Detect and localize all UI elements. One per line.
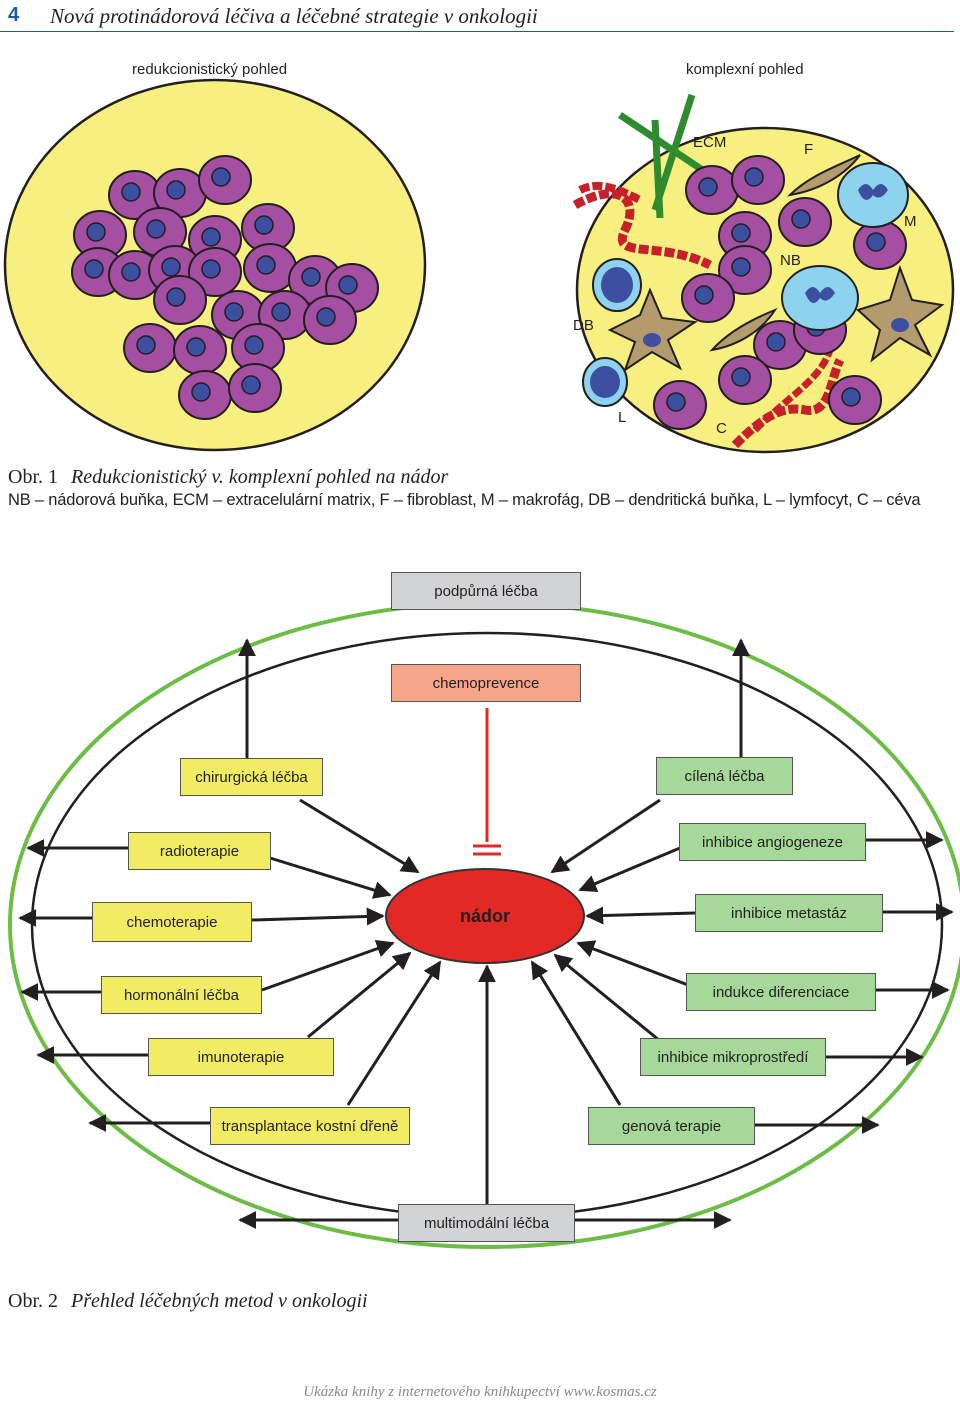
metastasis-inhibition-box: inhibice metastáz bbox=[695, 894, 883, 932]
tumor-node: nádor bbox=[385, 868, 585, 964]
ecm-label: ECM bbox=[693, 134, 727, 151]
hormonal-therapy-box: hormonální léčba bbox=[101, 976, 262, 1014]
figure2-caption bbox=[8, 1290, 368, 1313]
complex-panel bbox=[575, 95, 953, 452]
bone-marrow-transplant-box: transplantace kostní dřeně bbox=[210, 1107, 410, 1145]
page-number: 4 bbox=[8, 4, 20, 26]
footer-watermark: Ukázka knihy z internetového knihkupectví www.kosmas.cz bbox=[303, 1384, 657, 1400]
figure2-caption-title: Přehled léčebných metod v onkologii bbox=[71, 1290, 368, 1312]
figure2-caption-number: Obr. 2 bbox=[8, 1290, 58, 1312]
reductionist-label: redukcionistický pohled bbox=[132, 61, 288, 78]
radiotherapy-box: radioterapie bbox=[128, 832, 271, 870]
tumor-cell-label: NB bbox=[780, 252, 801, 269]
dendritic-cell-label: DB bbox=[573, 317, 594, 334]
figure1-legend: NB – nádorová buňka, ECM – extracelulární matrix, F – fibroblast, M – makrofág, DB – dendritická buňka, L – lymfocyt, C – céva bbox=[8, 491, 921, 509]
figure1-caption-number: Obr. 1 bbox=[8, 466, 58, 488]
immunotherapy-box: imunoterapie bbox=[148, 1038, 334, 1076]
multimodal-therapy-box: multimodální léčba bbox=[398, 1204, 575, 1242]
figure1-caption-title: Redukcionistický v. komplexní pohled na nádor bbox=[71, 466, 449, 488]
supportive-therapy-box: podpůrná léčba bbox=[391, 572, 581, 610]
differentiation-induction-box: indukce diferenciace bbox=[686, 973, 876, 1011]
gene-therapy-box: genová terapie bbox=[588, 1107, 755, 1145]
reductionist-panel bbox=[5, 80, 425, 450]
chemoprevention-box: chemoprevence bbox=[391, 664, 581, 702]
complex-label: komplexní pohled bbox=[686, 61, 804, 78]
surgery-box: chirurgická léčba bbox=[180, 758, 323, 796]
figure1-caption bbox=[8, 466, 448, 489]
lymphocyte-label: L bbox=[618, 409, 627, 426]
targeted-therapy-box: cílená léčba bbox=[656, 757, 793, 795]
microenvironment-inhibition-box: inhibice mikroprostředí bbox=[640, 1038, 826, 1076]
vessel-label: C bbox=[716, 420, 727, 437]
macrophage-label: M bbox=[904, 213, 917, 230]
running-title: Nová protinádorová léčiva a léčebné strategie v onkologii bbox=[50, 4, 538, 28]
fibroblast-label: F bbox=[804, 141, 814, 158]
angiogenesis-inhibition-box: inhibice angiogeneze bbox=[679, 823, 866, 861]
chemotherapy-box: chemoterapie bbox=[92, 902, 252, 942]
